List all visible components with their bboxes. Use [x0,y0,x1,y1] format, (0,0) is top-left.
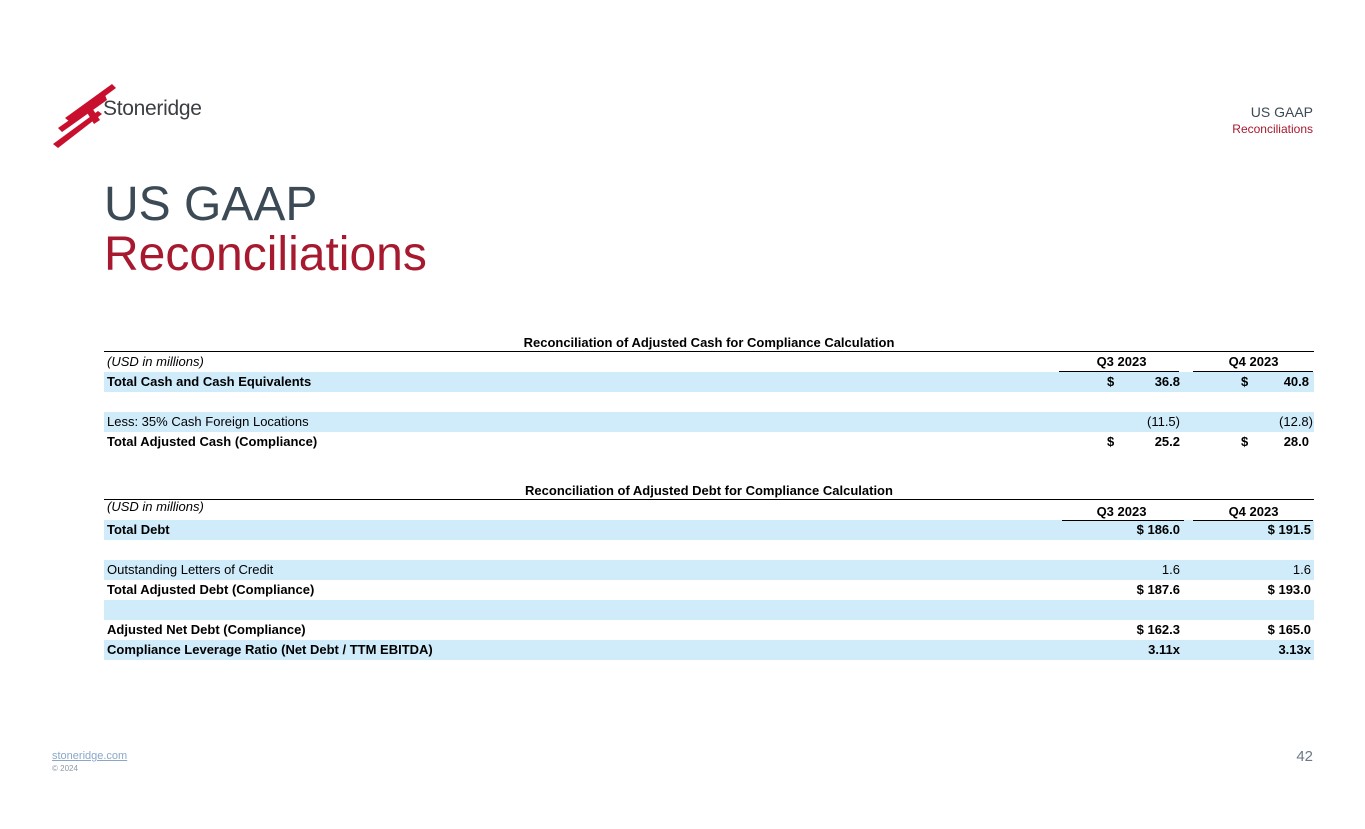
table-title: Reconciliation of Adjusted Debt for Compliance Calculation [104,482,1314,500]
currency-symbol: $ [1107,434,1115,449]
column-header-q3: Q3 2023 [1096,354,1147,369]
table-header-row [104,352,1314,372]
row-label: Adjusted Net Debt (Compliance) [107,622,306,637]
page-number: 42 [1296,748,1313,765]
cell-q4: 3.13x [1278,642,1311,657]
cell-q3: $ 162.3 [1136,622,1180,637]
row-label: Total Cash and Cash Equivalents [107,374,312,389]
cash-reconciliation-table [104,334,1314,452]
table-row [104,560,1314,580]
units-label: (USD in millions) [107,499,204,514]
cell-q4: 1.6 [1292,562,1311,577]
table-row [104,432,1314,452]
column-underline [1193,520,1313,521]
title-line-2: Reconciliations [104,228,427,281]
row-label: Total Debt [107,522,170,537]
row-label: Less: 35% Cash Foreign Locations [107,414,309,429]
row-label: Outstanding Letters of Credit [107,562,274,577]
column-underline [1062,520,1184,521]
cell-q3: 25.2 [1154,434,1180,449]
table-row [104,412,1314,432]
row-label: Compliance Leverage Ratio (Net Debt / TTM EBITDA) [107,642,433,657]
spacer-row [104,600,1314,620]
column-underline [1059,371,1179,372]
cell-q4: $ 191.5 [1267,522,1311,537]
cell-q4: 28.0 [1283,434,1309,449]
table-row [104,580,1314,600]
subsection-label: Reconciliations [1232,122,1313,136]
table-row [104,372,1314,392]
row-label: Total Adjusted Cash (Compliance) [107,434,318,449]
cell-q3: $ 186.0 [1136,522,1180,537]
cell-q4: 40.8 [1283,374,1309,389]
footer [52,749,127,774]
title-line-1: US GAAP [104,178,318,231]
spacer-row [104,392,1314,412]
copyright: © 2024 [52,764,78,773]
cell-q3: 36.8 [1154,374,1180,389]
cell-q3: $ 187.6 [1136,582,1180,597]
table-row [104,640,1314,660]
table-row [104,620,1314,640]
table-header-row [104,500,1314,520]
table-title: Reconciliation of Adjusted Cash for Compliance Calculation [104,334,1314,352]
row-label: Total Adjusted Debt (Compliance) [107,582,315,597]
column-header-q4: Q4 2023 [1228,504,1279,519]
column-underline [1193,371,1313,372]
currency-symbol: $ [1107,374,1115,389]
logo-wordmark: Stoneridge [103,97,202,120]
column-header-q4: Q4 2023 [1228,354,1279,369]
website-link[interactable]: stoneridge.com [52,750,128,762]
currency-symbol: $ [1241,434,1249,449]
cell-q4: (12.8) [1279,414,1313,429]
cell-q3: 3.11x [1148,642,1180,657]
debt-reconciliation-table [104,482,1314,660]
section-header [1232,104,1313,137]
column-header-q3: Q3 2023 [1096,504,1147,519]
section-label: US GAAP [1250,104,1313,120]
page-title [104,180,427,280]
units-label: (USD in millions) [107,354,204,369]
cell-q3: (11.5) [1147,414,1180,429]
cell-q4: $ 193.0 [1267,582,1311,597]
cell-q3: 1.6 [1161,562,1180,577]
table-row [104,520,1314,540]
cell-q4: $ 165.0 [1267,622,1311,637]
spacer-row [104,540,1314,560]
currency-symbol: $ [1241,374,1249,389]
